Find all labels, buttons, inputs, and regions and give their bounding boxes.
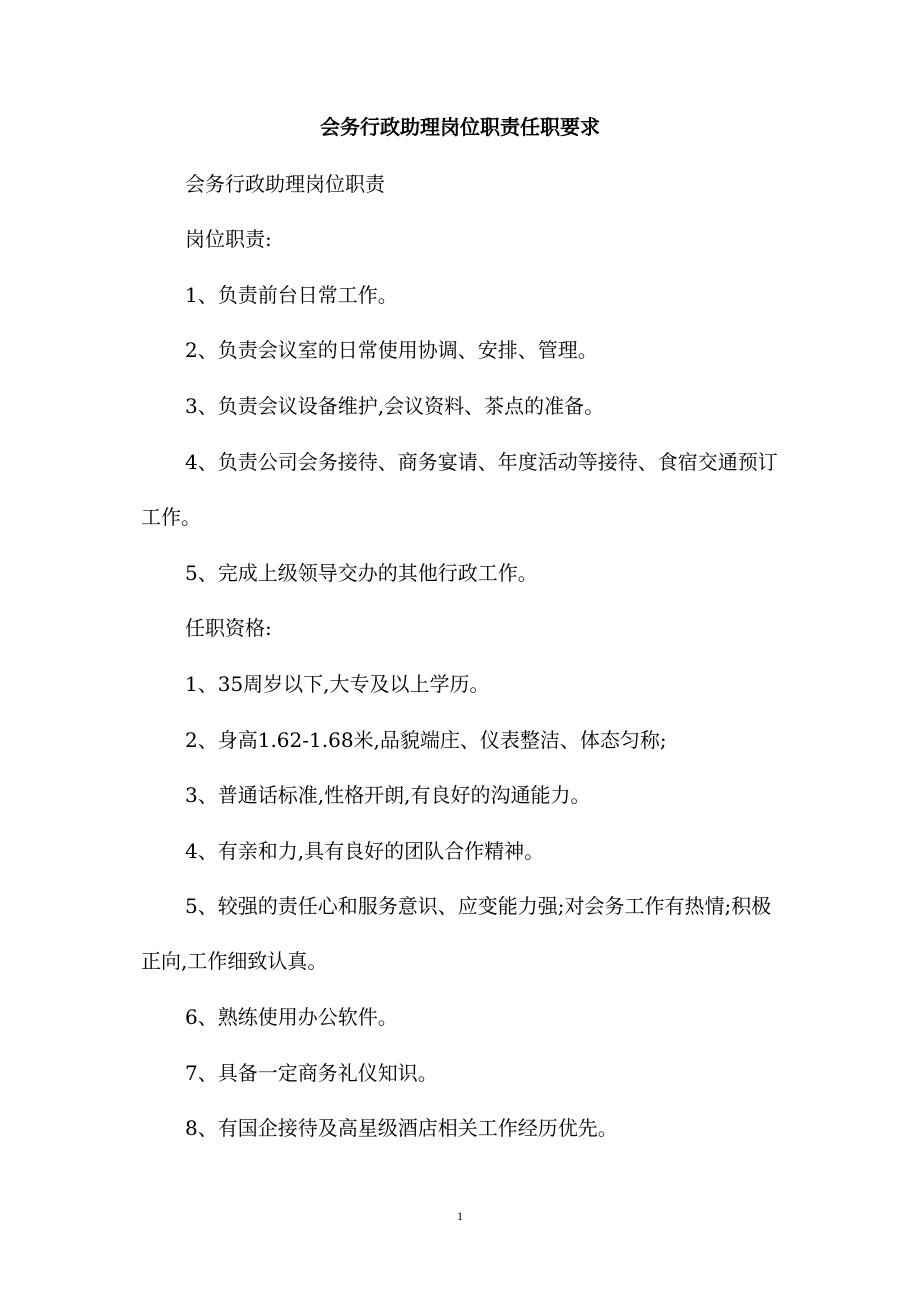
duty-item-5: 5、完成上级领导交办的其他行政工作。 bbox=[185, 561, 538, 585]
qualification-item-2: 2、身高1.62-1.68米,品貌端庄、仪表整洁、体态匀称; bbox=[185, 728, 667, 752]
section-heading-duties: 岗位职责: bbox=[185, 227, 272, 251]
duty-item-2: 2、负责会议室的日常使用协调、安排、管理。 bbox=[185, 338, 598, 362]
duty-item-3: 3、负责会议设备维护,会议资料、茶点的准备。 bbox=[185, 394, 605, 418]
section-heading-duties-intro: 会务行政助理岗位职责 bbox=[185, 172, 385, 196]
qualification-item-4: 4、有亲和力,具有良好的团队合作精神。 bbox=[185, 839, 545, 863]
qualification-item-5: 5、较强的责任心和服务意识、应变能力强;对会务工作有热情;积极正向,工作细致认真。 bbox=[141, 894, 772, 973]
document-title: 会务行政助理岗位职责任职要求 bbox=[320, 115, 600, 139]
qualification-item-7: 7、具备一定商务礼仪知识。 bbox=[185, 1061, 438, 1085]
section-heading-qualifications: 任职资格: bbox=[185, 616, 272, 640]
qualification-item-3: 3、普通话标准,性格开朗,有良好的沟通能力。 bbox=[185, 783, 591, 807]
page-number: 1 bbox=[457, 1209, 463, 1223]
duty-item-4: 4、负责公司会务接待、商务宴请、年度活动等接待、食宿交通预订工作。 bbox=[141, 450, 778, 529]
qualification-item-8: 8、有国企接待及高星级酒店相关工作经历优先。 bbox=[185, 1116, 618, 1140]
qualification-item-1: 1、35周岁以下,大专及以上学历。 bbox=[185, 672, 490, 696]
duty-item-1: 1、负责前台日常工作。 bbox=[185, 283, 398, 307]
qualification-item-6: 6、熟练使用办公软件。 bbox=[185, 1005, 398, 1029]
